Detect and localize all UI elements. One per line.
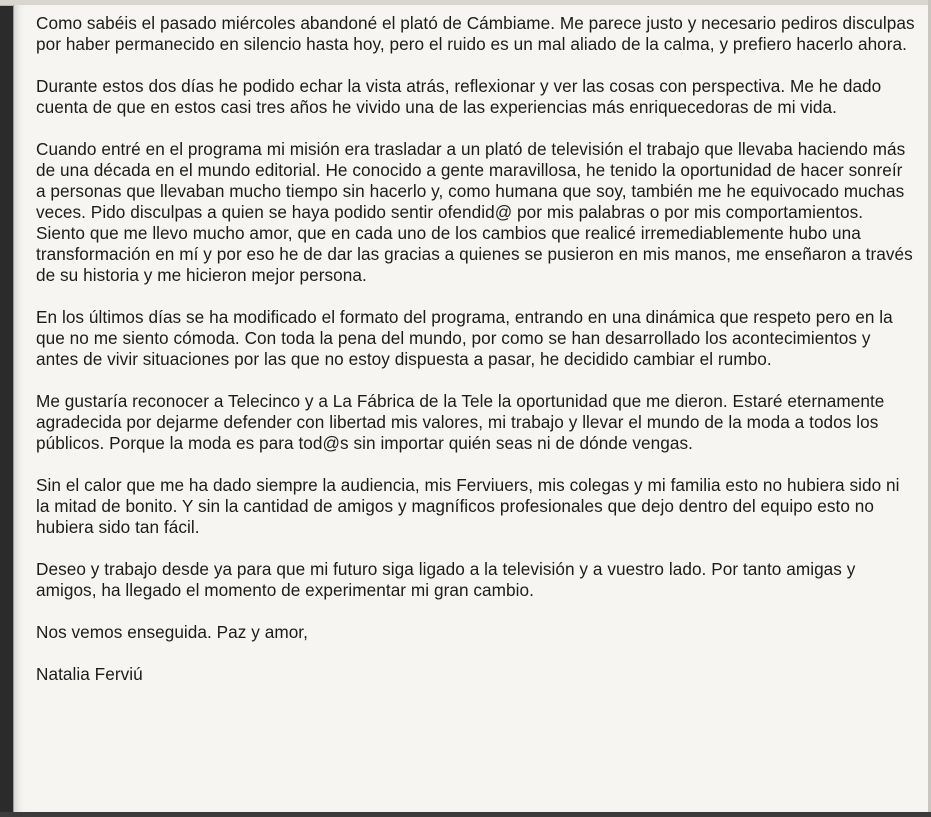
paragraph-4: En los últimos días se ha modificado el formato del programa, entrando en una dinámica que respeto pero en la que no me siento cómoda. Con toda la pena del mundo, por como se han desarrollado los acontecimientos y antes de vivir situaciones por las que no estoy dispuesta a pasar, he decidido cambiar el rumbo. bbox=[36, 307, 893, 369]
paragraph-2: Durante estos dos días he podido echar la vista atrás, reflexionar y ver las cosas con perspectiva. Me he dado cuenta de que en estos casi tres años he vivido una de las experiencias más enriquecedoras de mi vida. bbox=[36, 76, 882, 117]
paragraph-7: Deseo y trabajo desde ya para que mi futuro siga ligado a la televisión y a vuestro lado. Por tanto amigas y amigos, ha llegado el momento de experimentar mi gran cambio. bbox=[36, 559, 856, 600]
paragraph-3: Cuando entré en el programa mi misión era trasladar a un plató de televisión el trabajo que llevaba haciendo más de una década en el mundo editorial. He conocido a gente maravillosa, he tenido la oportunidad de hacer sonreír a personas que llevaban mucho tiempo sin hacerlo y, como humana que soy, también me he equivocado muchas veces. Pido disculpas a quien se haya podido sentir ofendid@ por mis palabras o por mis comportamientos. Siento que me llevo mucho amor, que en cada uno de los cambios que realicé irremediablemente hubo una transformación en mí y por eso he de dar las gracias a quienes se pusieron en mis manos, me enseñaron a través de su historia y me hicieron mejor persona. bbox=[36, 139, 913, 285]
signature: Natalia Ferviú bbox=[36, 664, 143, 684]
bottom-border bbox=[0, 812, 931, 817]
letter-page bbox=[13, 5, 929, 812]
closing-line: Nos vemos enseguida. Paz y amor, bbox=[36, 622, 308, 642]
paragraph-5: Me gustaría reconocer a Telecinco y a La Fábrica de la Tele la oportunidad que me dieron. Estaré eternamente agradecida por dejarme defender con libertad mis valores, mi trabajo y llevar el mundo de la moda a todos los públicos. Porque la moda es para tod@s sin importar quién seas ni de dónde vengas. bbox=[36, 391, 885, 453]
paragraph-6: Sin el calor que me ha dado siempre la audiencia, mis Ferviuers, mis colegas y mi familia esto no hubiera sido ni la mitad de bonito. Y sin la cantidad de amigos y magníficos profesionales que dejo dentro del equipo esto no hubiera sido tan fácil. bbox=[36, 475, 900, 537]
letter-body bbox=[36, 13, 916, 685]
paragraph-1: Como sabéis el pasado miércoles abandoné el plató de Cámbiame. Me parece justo y necesario pediros disculpas por haber permanecido en silencio hasta hoy, pero el ruido es un mal aliado de la calma, y prefiero hacerlo ahora. bbox=[36, 13, 915, 54]
